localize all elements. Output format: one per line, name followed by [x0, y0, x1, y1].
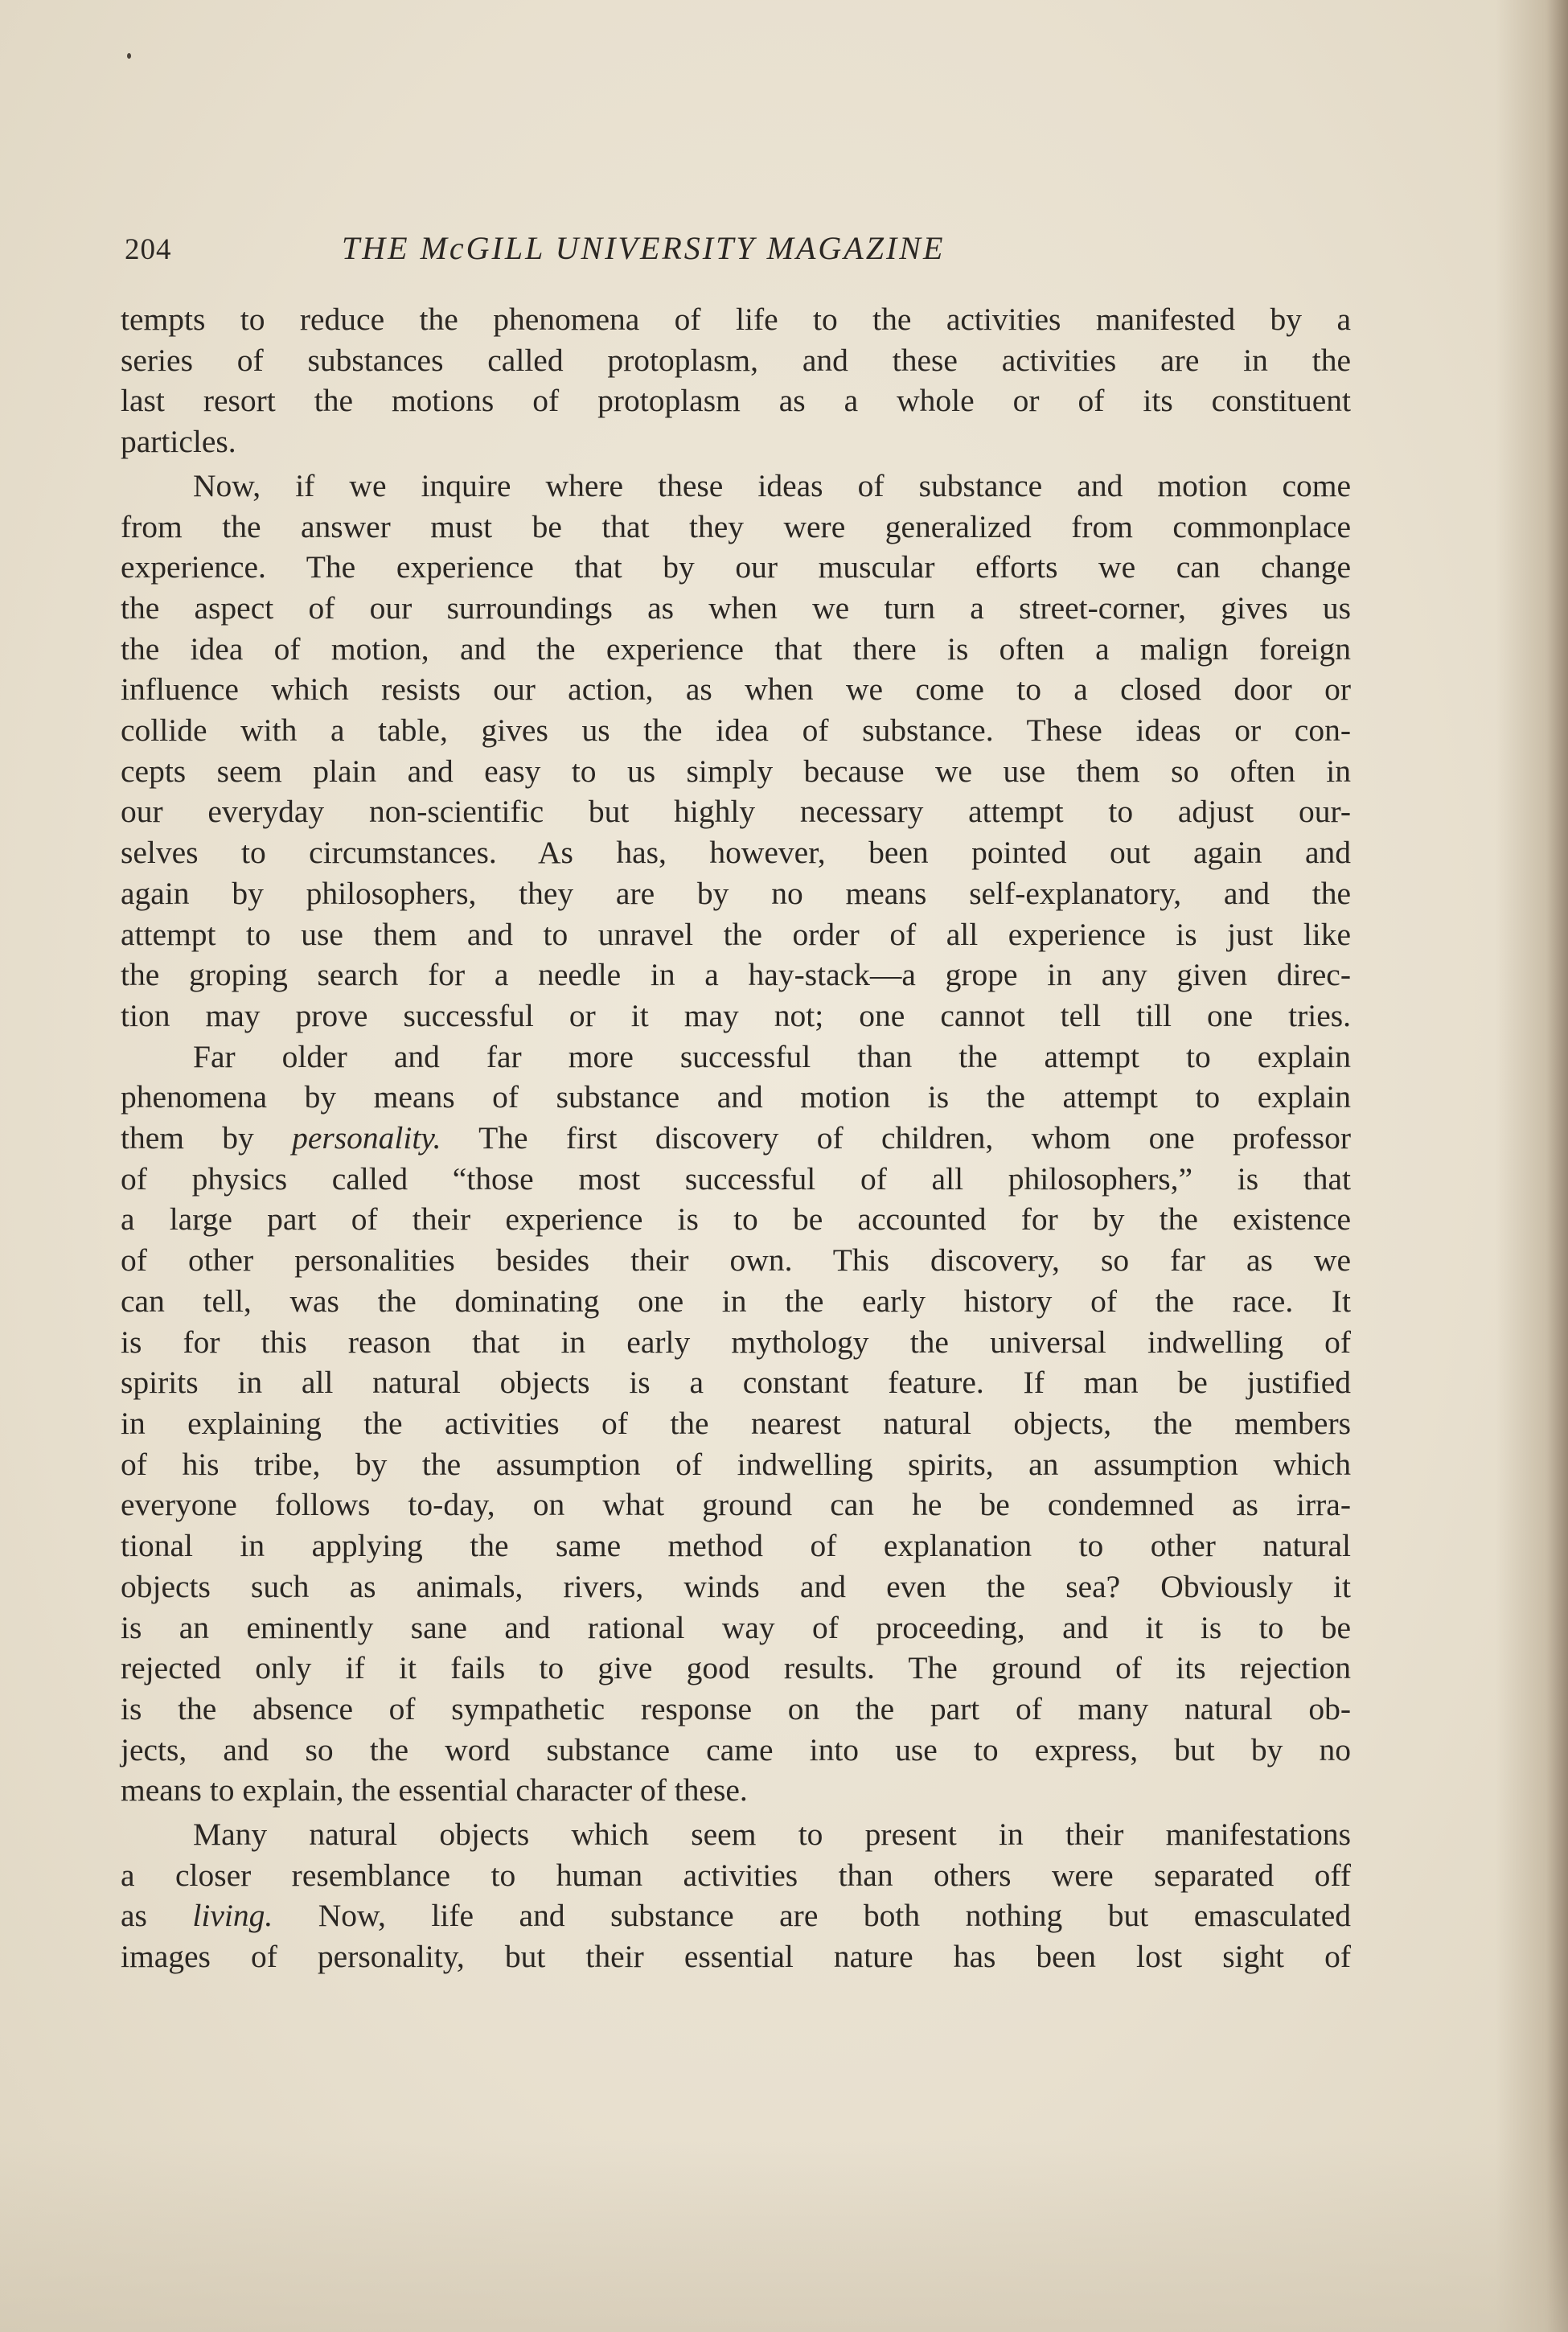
paragraph-2: [121, 466, 1351, 1037]
paragraph-3: [121, 1037, 1351, 1811]
italic-word: living.: [192, 1898, 273, 1934]
text-line: collide with a table, gives us the idea of substance. These ideas or con-: [121, 712, 1351, 749]
text-line: is for this reason that in early mythology the universal indwelling of: [121, 1324, 1351, 1360]
text-line: experience. The experience that by our muscular efforts we can change: [121, 549, 1351, 585]
text-line: the idea of motion, and the experience that there is often a malign foreign: [121, 630, 1351, 667]
text-line: tional in applying the same method of explanation to other natural: [121, 1528, 1351, 1564]
text-line: our everyday non-scientific but highly necessary attempt to adjust our-: [121, 794, 1351, 830]
text-line: Many natural objects which seem to present in their manifestations: [193, 1817, 1351, 1853]
text-line: from the answer must be that they were generalized from commonplace: [121, 508, 1351, 544]
text-line-with-italic: them by personality. The first discovery of children, whom one professor: [121, 1120, 1351, 1156]
text-line: of other personalities besides their own. This discovery, so far as we: [121, 1242, 1351, 1279]
text-line: spirits in all natural objects is a constant feature. If man be justified: [121, 1365, 1351, 1401]
text-line: a large part of their experience is to be accounted for by the existence: [121, 1201, 1351, 1238]
text-line: everyone follows to-day, on what ground can he be condemned as irra-: [121, 1487, 1351, 1523]
text-line: tempts to reduce the phenomena of life to the activities manifested by a: [121, 302, 1351, 337]
text-line: phenomena by means of substance and motion is the attempt to explain: [121, 1079, 1351, 1115]
text-line: particles.: [121, 424, 236, 460]
text-line: images of personality, but their essential nature has been lost sight of: [121, 1939, 1351, 1975]
text-line: of his tribe, by the assumption of indwelling spirits, an assumption which: [121, 1446, 1351, 1482]
body-text: [121, 299, 1351, 1977]
text-line: again by philosophers, they are by no means self-explanatory, and the: [121, 875, 1351, 911]
text-line: can tell, was the dominating one in the early history of the race. It: [121, 1283, 1351, 1319]
page-bottom-shadow: [0, 2139, 1568, 2332]
text-line: is an eminently sane and rational way of proceeding, and it is to be: [121, 1609, 1351, 1645]
text-line: series of substances called protoplasm, and these activities are in the: [121, 342, 1351, 378]
text-line: Far older and far more successful than the attempt to explain: [193, 1038, 1351, 1074]
text-line: the aspect of our surroundings as when we turn a street-corner, gives us: [121, 589, 1351, 626]
text-line: means to explain, the essential character of these.: [121, 1772, 748, 1809]
paragraph-1: [121, 299, 1351, 462]
italic-word: personality.: [292, 1120, 441, 1156]
page-edge-shadow: [1496, 0, 1568, 2332]
text-line: objects such as animals, rivers, winds and even the sea? Obviously it: [121, 1568, 1351, 1604]
text-line: influence which resists our action, as when we come to a closed door or: [121, 671, 1351, 708]
text-line: rejected only if it fails to give good results. The ground of its rejection: [121, 1650, 1351, 1686]
text-line: a closer resemblance to human activities than others were separated off: [121, 1857, 1351, 1893]
text-line: cepts seem plain and easy to us simply because we use them so often in: [121, 753, 1351, 789]
text-line: Now, if we inquire where these ideas of substance and motion come: [193, 467, 1351, 503]
text-line: attempt to use them and to unravel the order of all experience is just like: [121, 916, 1351, 952]
text-line: last resort the motions of protoplasm as a whole or of its constituent: [121, 383, 1351, 419]
text-line: of physics called “those most successful of all philosophers,” is that: [121, 1160, 1351, 1197]
running-title: THE McGILL UNIVERSITY MAGAZINE: [342, 230, 946, 266]
text-line: is the absence of sympathetic response on the part of many natural ob-: [121, 1690, 1351, 1726]
text-line: tion may prove successful or it may not; one cannot tell till one tries.: [121, 997, 1351, 1033]
ink-speck: [127, 53, 131, 59]
text-line-with-italic: as living. Now, life and substance are both nothing but emasculated: [121, 1898, 1351, 1934]
text-line: the groping search for a needle in a hay-stack—a grope in any given direc-: [121, 957, 1351, 993]
paragraph-4: [121, 1814, 1351, 1977]
page-header: [125, 229, 1355, 277]
text-line: in explaining the activities of the nearest natural objects, the members: [121, 1405, 1351, 1441]
text-line: selves to circumstances. As has, however, been pointed out again and: [121, 835, 1351, 871]
page-number: 204: [125, 233, 172, 266]
text-line: jects, and so the word substance came into use to express, but by no: [121, 1731, 1351, 1767]
